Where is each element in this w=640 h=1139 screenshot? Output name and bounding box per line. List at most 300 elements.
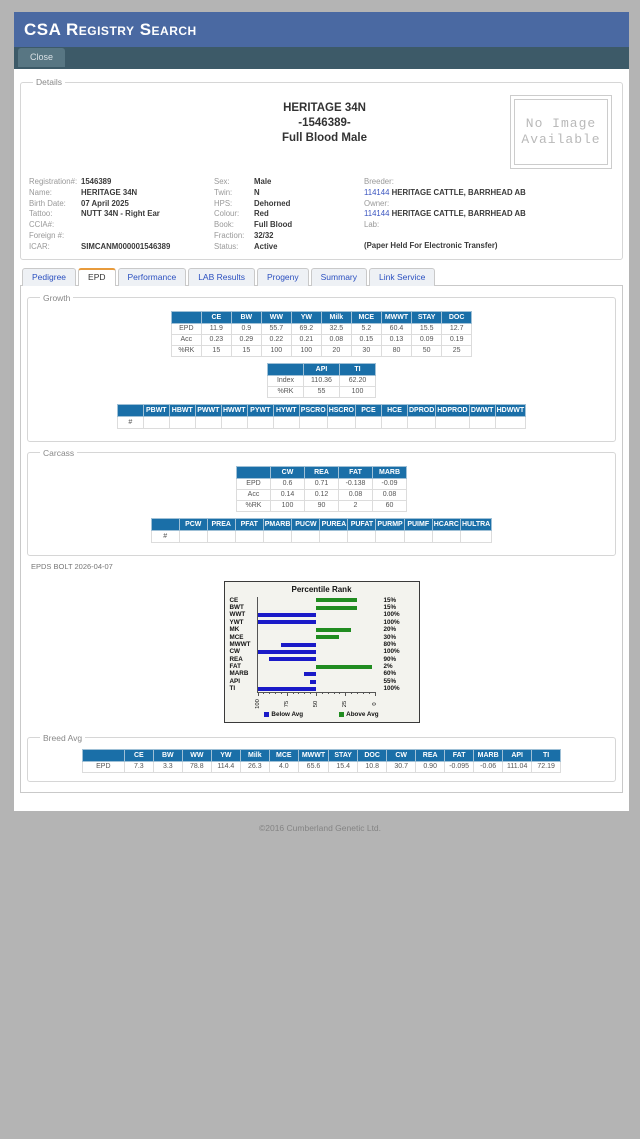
cell: 78.8 (182, 761, 211, 772)
row-label: EPD (171, 323, 201, 334)
chart-pct-marb: 60% (383, 670, 397, 678)
legend-item-below-avg (264, 711, 303, 718)
paper-note: (Paper Held For Electronic Transfer) (364, 240, 498, 250)
tab-link-service[interactable]: Link Service (369, 268, 435, 286)
cell: 65.6 (298, 761, 328, 772)
detail-mid-row (214, 231, 364, 242)
col-header: STAY (412, 311, 442, 323)
cell: 110.36 (304, 375, 340, 386)
cell (348, 530, 376, 542)
field-label: Tattoo: (29, 209, 53, 219)
table-row (268, 375, 376, 386)
chart-label-wwt: WWT (229, 611, 246, 619)
col-header: DOC (358, 749, 387, 761)
detail-mid-row (214, 209, 364, 220)
col-header: DPROD (407, 404, 435, 416)
breed-avg-table (82, 749, 561, 773)
detail-left-row (29, 220, 214, 231)
nav-bar (14, 47, 629, 69)
legend-label: Below Avg (271, 710, 304, 718)
col-header: PREA (207, 518, 235, 530)
field-label: ICAR: (29, 241, 50, 251)
col-header: DOC (442, 311, 472, 323)
axis-tick (287, 692, 288, 696)
tab-bar (20, 268, 623, 286)
cell: 0.14 (271, 489, 305, 500)
details-legend: Details (36, 77, 62, 87)
close-button[interactable]: Close (18, 48, 65, 67)
cell: 0.90 (416, 761, 445, 772)
cell: 60.4 (381, 323, 411, 334)
axis-tick (322, 692, 323, 694)
cell: 12.7 (442, 323, 472, 334)
col-header: HYWT (273, 404, 299, 416)
col-header (82, 749, 124, 761)
cell: 0.71 (305, 478, 339, 489)
field-value: 07 April 2025 (81, 198, 129, 208)
cell (247, 416, 273, 428)
cell: 0.9 (231, 323, 261, 334)
cell: 69.2 (291, 323, 321, 334)
bar-cw (258, 650, 317, 654)
index-table (267, 363, 376, 398)
legend-swatch-icon (339, 712, 344, 717)
breeder-name: HERITAGE CATTLE, BARRHEAD AB (389, 187, 526, 197)
cell: 0.23 (201, 334, 231, 345)
cell: 114.4 (211, 761, 240, 772)
col-header: PCE (355, 404, 381, 416)
col-header: HCE (381, 404, 407, 416)
field-value: Full Blood (254, 220, 293, 230)
col-header: REA (305, 466, 339, 478)
detail-mid-row (214, 177, 364, 188)
col-header: MWWT (381, 311, 411, 323)
no-image-placeholder: No Image Available (514, 99, 608, 165)
col-header: PUFAT (348, 518, 376, 530)
cell (299, 416, 327, 428)
chart-label-cw: CW (229, 648, 240, 656)
cell (469, 416, 495, 428)
cell (404, 530, 432, 542)
col-header: YW (211, 749, 240, 761)
col-header: MARB (474, 749, 503, 761)
field-label: Fraction: (214, 230, 245, 240)
field-label: Foreign #: (29, 230, 65, 240)
axis-tick (345, 692, 346, 696)
axis-tick-label: 100 (254, 698, 261, 709)
row-label: EPD (82, 761, 124, 772)
cell: 25 (442, 345, 472, 356)
field-value: Dehorned (254, 198, 291, 208)
col-header: PMARB (263, 518, 292, 530)
cell: 20 (321, 345, 351, 356)
app-title: CSA Registry Search (24, 20, 197, 39)
col-header: PWWT (195, 404, 221, 416)
chart-pct-mwwt: 80% (383, 640, 397, 648)
detail-mid-row (214, 220, 364, 231)
lab-label: Lab: (364, 220, 380, 230)
chart-plot-area (254, 597, 378, 709)
carcass-legend: Carcass (43, 447, 75, 458)
axis-tick-label: 0 (371, 702, 378, 706)
col-header: TI (340, 363, 376, 375)
table-row (151, 530, 492, 542)
col-header: PCW (179, 518, 207, 530)
chart-pct-ce: 15% (383, 596, 397, 604)
axis-tick (328, 692, 329, 694)
bar-rea (269, 657, 316, 661)
col-header: REA (416, 749, 445, 761)
col-header: PYWT (247, 404, 273, 416)
cell: 15.4 (329, 761, 358, 772)
detail-left-row (29, 188, 214, 199)
cell: -0.138 (339, 478, 373, 489)
axis-tick (258, 692, 259, 696)
col-header: PSCRO (299, 404, 327, 416)
col-header: TI (532, 749, 561, 761)
cell: 0.21 (291, 334, 321, 345)
col-header: DWWT (469, 404, 495, 416)
cell (143, 416, 169, 428)
details-columns (29, 177, 614, 253)
axis-tick (304, 692, 305, 694)
chart-pct-api: 55% (383, 677, 397, 685)
axis-tick-label: 50 (313, 700, 319, 707)
legend-label: Above Avg (346, 710, 379, 718)
cell: 15.5 (412, 323, 442, 334)
bar-marb (304, 672, 316, 676)
table-row (171, 334, 471, 345)
cell: 0.6 (271, 478, 305, 489)
cell: 11.9 (201, 323, 231, 334)
axis-tick (298, 692, 299, 694)
row-label: %RK (171, 345, 201, 356)
col-header: PUREA (320, 518, 348, 530)
axis-tick (363, 692, 364, 694)
growth-fieldset (27, 293, 616, 442)
col-header: PFAT (235, 518, 263, 530)
breeder-line (364, 188, 614, 199)
cell: 32.5 (321, 323, 351, 334)
cell: 0.13 (381, 334, 411, 345)
chart-pct-rea: 90% (383, 655, 397, 663)
chart-label-ti: TI (229, 685, 236, 693)
col-header: HWWT (221, 404, 247, 416)
chart-label-rea: REA (229, 655, 243, 663)
cell (292, 530, 320, 542)
axis-tick-label: 75 (283, 700, 290, 707)
cell (460, 530, 491, 542)
details-right-column (364, 177, 614, 253)
cell: -0.095 (445, 761, 474, 772)
cell (221, 416, 247, 428)
cell (207, 530, 235, 542)
col-header: CE (201, 311, 231, 323)
field-label: Sex: (214, 177, 230, 186)
cell (179, 530, 207, 542)
detail-left-row (29, 209, 214, 220)
cell: -0.09 (373, 478, 407, 489)
cell (327, 416, 355, 428)
animal-registration: -1546389- (298, 117, 351, 129)
chart-title: Percentile Rank (291, 584, 352, 594)
field-label: Book: (214, 220, 234, 230)
cell: 72.19 (532, 761, 561, 772)
chart-label-mwwt: MWWT (229, 640, 251, 648)
chart-pct-ywt: 100% (383, 618, 400, 626)
detail-mid-row (214, 199, 364, 210)
cell (432, 530, 460, 542)
table-row (237, 489, 407, 500)
owner-name: HERITAGE CATTLE, BARRHEAD AB (389, 209, 526, 219)
table-row (82, 761, 560, 772)
cell: 15 (201, 345, 231, 356)
cell: 5.2 (351, 323, 381, 334)
field-label: Status: (214, 241, 239, 251)
col-header: HDPROD (436, 404, 469, 416)
field-value: Active (254, 241, 278, 251)
axis-tick (310, 692, 311, 694)
field-value: N (254, 187, 260, 197)
details-top (29, 91, 614, 169)
cell: 0.08 (373, 489, 407, 500)
col-header: API (304, 363, 340, 375)
cell: 0.22 (261, 334, 291, 345)
col-header: WW (182, 749, 211, 761)
bar-fat (316, 665, 372, 669)
row-label: %RK (268, 386, 304, 397)
breed-avg-legend: Breed Avg (43, 732, 83, 743)
col-header: FAT (445, 749, 474, 761)
cell: 90 (305, 500, 339, 511)
axis-tick (334, 692, 335, 694)
carcass-epd-table (236, 466, 407, 512)
axis-tick (275, 692, 276, 694)
cell: 0.12 (305, 489, 339, 500)
col-header: Milk (321, 311, 351, 323)
cell (263, 530, 292, 542)
tab-progeny[interactable]: Progeny (257, 268, 309, 286)
cell: 30.7 (387, 761, 416, 772)
cell: 100 (261, 345, 291, 356)
cell (376, 530, 404, 542)
animal-name: HERITAGE 34N (283, 102, 366, 114)
cell: 15 (231, 345, 261, 356)
col-header: MWWT (298, 749, 328, 761)
field-label: Twin: (214, 187, 233, 197)
col-header: HBWT (169, 404, 195, 416)
col-header: STAY (329, 749, 358, 761)
detail-left-row (29, 231, 214, 242)
app-header (14, 12, 629, 47)
bar-ywt (258, 620, 317, 624)
row-label: # (151, 530, 179, 542)
bar-bwt (316, 606, 357, 610)
axis-tick-label: 25 (342, 700, 349, 707)
table-row (237, 500, 407, 511)
growth-epd-table (171, 311, 472, 357)
field-value: 1546389 (81, 177, 112, 186)
page-frame (14, 0, 629, 811)
row-label: # (117, 416, 143, 428)
animal-title-block (139, 101, 510, 169)
chart-pct-fat: 2% (383, 663, 393, 671)
field-label: HPS: (214, 198, 233, 208)
field-value: NUTT 34N - Right Ear (81, 209, 160, 219)
col-header: HDWWT (495, 404, 526, 416)
breed-avg-fieldset (27, 733, 616, 782)
bar-wwt (258, 613, 317, 617)
detail-mid-row (214, 242, 364, 253)
row-label: Acc (171, 334, 201, 345)
chart-pct-wwt: 100% (383, 611, 400, 619)
row-label: EPD (237, 478, 271, 489)
cell: 2 (339, 500, 373, 511)
cell (381, 416, 407, 428)
detail-mid-row (214, 188, 364, 199)
owner-label: Owner: (364, 198, 390, 208)
cell (407, 416, 435, 428)
col-header (151, 518, 179, 530)
breeder-label: Breeder: (364, 177, 394, 186)
col-header: CW (387, 749, 416, 761)
cell: 0.19 (442, 334, 472, 345)
chart-pct-mce: 30% (383, 633, 397, 641)
bar-api (310, 680, 316, 684)
chart-category-labels (227, 597, 257, 693)
chart-pct-ti: 100% (383, 685, 400, 693)
cell (436, 416, 469, 428)
col-header: BW (153, 749, 182, 761)
main-content (14, 69, 629, 811)
col-header (268, 363, 304, 375)
axis-tick (263, 692, 264, 694)
carcass-progeny-table (151, 518, 493, 543)
bar-mwwt (281, 643, 316, 647)
field-label: Registration#: (29, 177, 78, 186)
tab-lab-results[interactable]: LAB Results (188, 268, 255, 286)
tab-performance[interactable]: Performance (118, 268, 187, 286)
cell (355, 416, 381, 428)
growth-legend: Growth (43, 292, 71, 303)
row-label: Acc (237, 489, 271, 500)
col-header: HCARC (432, 518, 460, 530)
axis-tick (281, 692, 282, 694)
col-header (117, 404, 143, 416)
table-row (171, 345, 471, 356)
breeder-link[interactable]: 114144 (364, 187, 390, 197)
cell: -0.06 (474, 761, 503, 772)
col-header: BW (231, 311, 261, 323)
cell: 10.8 (358, 761, 387, 772)
bar-mk (316, 628, 351, 632)
axis-tick (351, 692, 352, 694)
cell: 100 (340, 386, 376, 397)
col-header: PUCW (292, 518, 320, 530)
bar-ce (316, 598, 357, 602)
cell: 26.3 (240, 761, 269, 772)
percentile-rank-chart (224, 581, 420, 723)
chart-label-fat: FAT (229, 663, 241, 671)
cell: 62.20 (340, 375, 376, 386)
owner-line (364, 209, 614, 220)
chart-pct-cw: 100% (383, 648, 400, 656)
legend-swatch-icon (264, 712, 269, 717)
cell: 3.3 (153, 761, 182, 772)
col-header: MCE (269, 749, 298, 761)
chart-grid (227, 596, 417, 709)
details-mid-column (214, 177, 364, 253)
axis-tick (339, 692, 340, 694)
axis-tick (369, 692, 370, 694)
col-header: FAT (339, 466, 373, 478)
bar-mce (316, 635, 339, 639)
chart-label-mk: MK (229, 626, 240, 634)
tab-epd[interactable]: EPD (78, 268, 115, 286)
table-row (117, 416, 525, 428)
chart-legend (227, 711, 417, 718)
col-header: MCE (351, 311, 381, 323)
tab-pedigree[interactable]: Pedigree (22, 268, 76, 286)
bar-ti (258, 687, 317, 691)
cell: 7.3 (124, 761, 153, 772)
field-value: Red (254, 209, 269, 219)
cell: 0.09 (412, 334, 442, 345)
field-value: Male (254, 177, 272, 186)
growth-progeny-table (117, 404, 526, 429)
axis-tick (316, 692, 317, 696)
cell: 30 (351, 345, 381, 356)
detail-left-row (29, 242, 214, 253)
col-header: CW (271, 466, 305, 478)
field-label: Colour: (214, 209, 240, 219)
field-label: Birth Date: (29, 198, 66, 208)
cell: 0.08 (321, 334, 351, 345)
col-header: HSCRO (327, 404, 355, 416)
col-header: Milk (240, 749, 269, 761)
field-value: SIMCANM000001546389 (81, 241, 171, 251)
col-header: PURMP (376, 518, 404, 530)
tab-summary[interactable]: Summary (311, 268, 367, 286)
col-header: WW (261, 311, 291, 323)
col-header: API (503, 749, 532, 761)
cell: 4.0 (269, 761, 298, 772)
legend-item-above-avg (339, 711, 378, 718)
chart-label-api: API (229, 677, 240, 685)
cell: 55 (304, 386, 340, 397)
owner-link[interactable]: 114144 (364, 209, 390, 219)
col-header: PBWT (143, 404, 169, 416)
detail-left-row (29, 199, 214, 210)
chart-label-bwt: BWT (229, 603, 244, 611)
chart-pct-bwt: 15% (383, 603, 397, 611)
row-label: Index (268, 375, 304, 386)
chart-label-mce: MCE (229, 633, 244, 641)
cell: 80 (381, 345, 411, 356)
epds-bolt-date: EPDS BOLT 2026-04-07 (31, 561, 113, 571)
col-header: HULTRA (460, 518, 491, 530)
cell: 100 (291, 345, 321, 356)
cell: 111.04 (503, 761, 532, 772)
field-value: 32/32 (254, 230, 274, 240)
col-header (171, 311, 201, 323)
chart-label-marb: MARB (229, 670, 249, 678)
table-row (237, 478, 407, 489)
cell: 50 (412, 345, 442, 356)
details-spacer (29, 91, 139, 169)
col-header: MARB (373, 466, 407, 478)
cell (235, 530, 263, 542)
